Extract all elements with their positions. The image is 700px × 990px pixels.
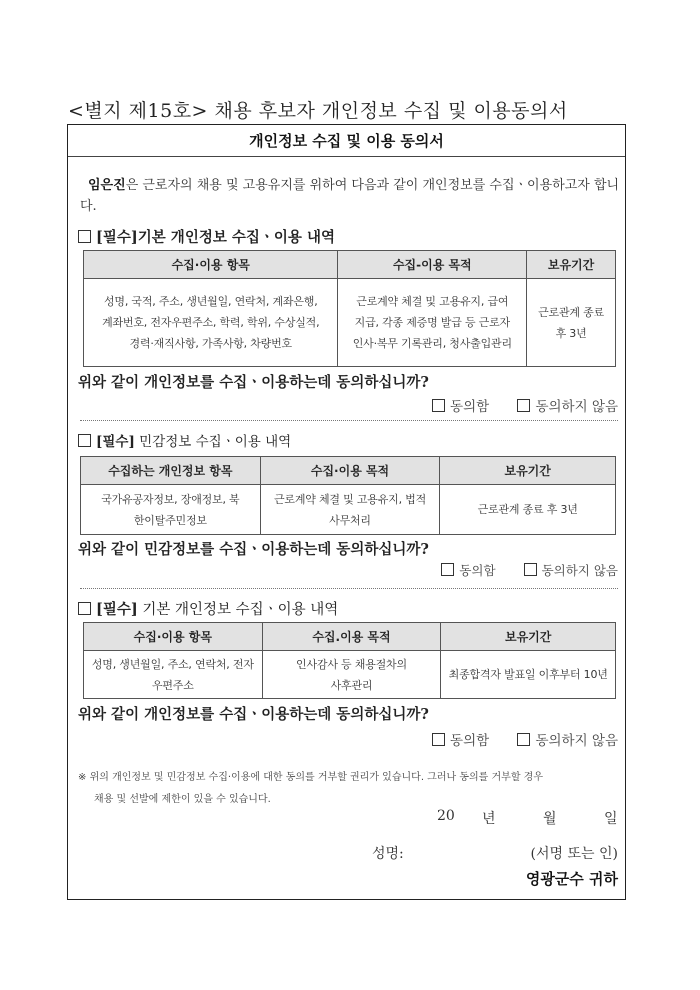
date-month-label: 월: [543, 811, 557, 827]
agree-checkbox[interactable]: [432, 399, 445, 412]
notice-mark: ※: [78, 772, 87, 783]
signature-label: 성명:: [372, 846, 404, 862]
disagree-checkbox[interactable]: [524, 563, 537, 576]
section-2-question: 위와 같이 민감정보를 수집ㆍ이용하는데 동의하십니까?: [78, 541, 429, 558]
section-1-table: [83, 250, 616, 367]
section-2-tag: [필수]: [96, 434, 135, 450]
table-cell: 최종합격자 발표일 이후부터 10년: [441, 651, 616, 699]
table-header: 수집·이용 목적: [260, 457, 440, 485]
date-year-label: 년: [482, 811, 496, 827]
table-cell: 인사감사 등 채용절차의 사후관리: [262, 651, 441, 699]
disagree-label: 동의하지 않음: [535, 733, 618, 749]
agree-checkbox[interactable]: [441, 563, 454, 576]
section-1-checkbox[interactable]: [78, 230, 91, 243]
disagree-checkbox[interactable]: [517, 733, 530, 746]
section-1-question: 위와 같이 개인정보를 수집ㆍ이용하는데 동의하십니까?: [78, 374, 429, 391]
date-year-prefix[interactable]: 20: [437, 808, 455, 824]
section-2-title: 민감정보 수집ㆍ이용 내역: [139, 434, 292, 450]
table-cell: 성명, 국적, 주소, 생년월일, 연락처, 계좌은행, 계좌번호, 전자우편주소, 학력, 학위, 수상실적, 경력·재직사항, 가족사항, 차량번호: [84, 279, 338, 367]
section-3-checkbox[interactable]: [78, 602, 91, 615]
table-cell: 근로계약 체결 및 고용유지, 법적사무처리: [260, 485, 440, 535]
table-cell: 근로관계 종료 후 3년: [527, 279, 616, 367]
notice-line-1: 위의 개인정보 및 민감정보 수집·이용에 대한 동의를 거부할 권리가 있습니다. 그러나 동의를 거부할 경우: [89, 772, 543, 783]
table-header: 보유기간: [440, 457, 616, 485]
section-2-checkbox[interactable]: [78, 434, 91, 447]
section-3-tag: [필수]: [96, 601, 138, 618]
table-row: [84, 279, 616, 367]
table-header: 수집·이용 항목: [84, 251, 338, 279]
table-header: 수집-이용 목적: [338, 251, 527, 279]
section-3-choices: [408, 729, 618, 749]
intro-paragraph: [80, 175, 620, 217]
section-divider: [80, 420, 618, 421]
agree-label: 동의함: [450, 399, 490, 415]
table-header: 보유기간: [527, 251, 616, 279]
form-title: 개인정보 수집 및 이용 동의서: [68, 125, 625, 157]
table-header: 수집·이용 항목: [84, 623, 263, 651]
addressee: 영광군수 귀하: [525, 870, 618, 888]
section-1-choices: [408, 395, 618, 415]
section-2-heading: [78, 430, 291, 450]
disagree-checkbox[interactable]: [517, 399, 530, 412]
table-cell: 성명, 생년월일, 주소, 연락처, 전자우편주소: [84, 651, 263, 699]
disagree-label: 동의하지 않음: [535, 399, 618, 415]
date-day-label: 일: [604, 811, 618, 827]
signature-field[interactable]: [420, 843, 500, 861]
table-row: [81, 485, 616, 535]
section-3-title: 기본 개인정보 수집ㆍ이용 내역: [142, 602, 339, 618]
notice: [78, 767, 623, 811]
section-3-heading: [78, 598, 338, 619]
agree-option[interactable]: [432, 399, 489, 415]
agree-label: 동의함: [459, 563, 496, 578]
table-header: 보유기간: [441, 623, 616, 651]
table-cell: 근로계약 체결 및 고용유지, 급여지급, 각종 제증명 발급 등 근로자 인사·복무 기록관리, 청사출입관리: [338, 279, 527, 367]
section-1-heading: [78, 226, 335, 247]
agree-option[interactable]: [432, 733, 489, 749]
disagree-option[interactable]: [524, 563, 618, 578]
disagree-option[interactable]: [517, 399, 618, 415]
section-1-title: 기본 개인정보 수집ㆍ이용 내역: [137, 229, 335, 246]
disagree-option[interactable]: [517, 733, 618, 749]
section-3-question: 위와 같이 개인정보를 수집ㆍ이용하는데 동의하십니까?: [78, 706, 429, 723]
document-label: <별지 제15호> 채용 후보자 개인정보 수집 및 이용동의서: [68, 100, 568, 122]
company-name: 임은진: [88, 178, 126, 193]
agree-label: 동의함: [450, 733, 490, 749]
section-2-choices: [417, 561, 618, 579]
agree-option[interactable]: [441, 563, 495, 578]
table-header: 수집하는 개인정보 항목: [81, 457, 261, 485]
table-row: [84, 651, 616, 699]
table-cell: 국가유공자정보, 장애정보, 북한이탈주민정보: [81, 485, 261, 535]
disagree-label: 동의하지 않음: [541, 563, 618, 578]
section-divider: [80, 588, 618, 589]
intro-text: 은 근로자의 채용 및 고용유지를 위하여 다음과 같이 개인정보를 수집ㆍ이용하고자 합니다.: [80, 178, 620, 214]
section-3-table: [83, 622, 616, 699]
agree-checkbox[interactable]: [432, 733, 445, 746]
notice-line-2: 채용 및 선발에 제한이 있을 수 있습니다.: [94, 794, 271, 805]
section-1-tag: [필수]: [96, 229, 138, 246]
table-cell: 근로관계 종료 후 3년: [440, 485, 616, 535]
signature-hint: (서명 또는 인): [530, 846, 618, 862]
section-2-table: [80, 456, 616, 535]
table-header: 수집.이용 목적: [262, 623, 441, 651]
